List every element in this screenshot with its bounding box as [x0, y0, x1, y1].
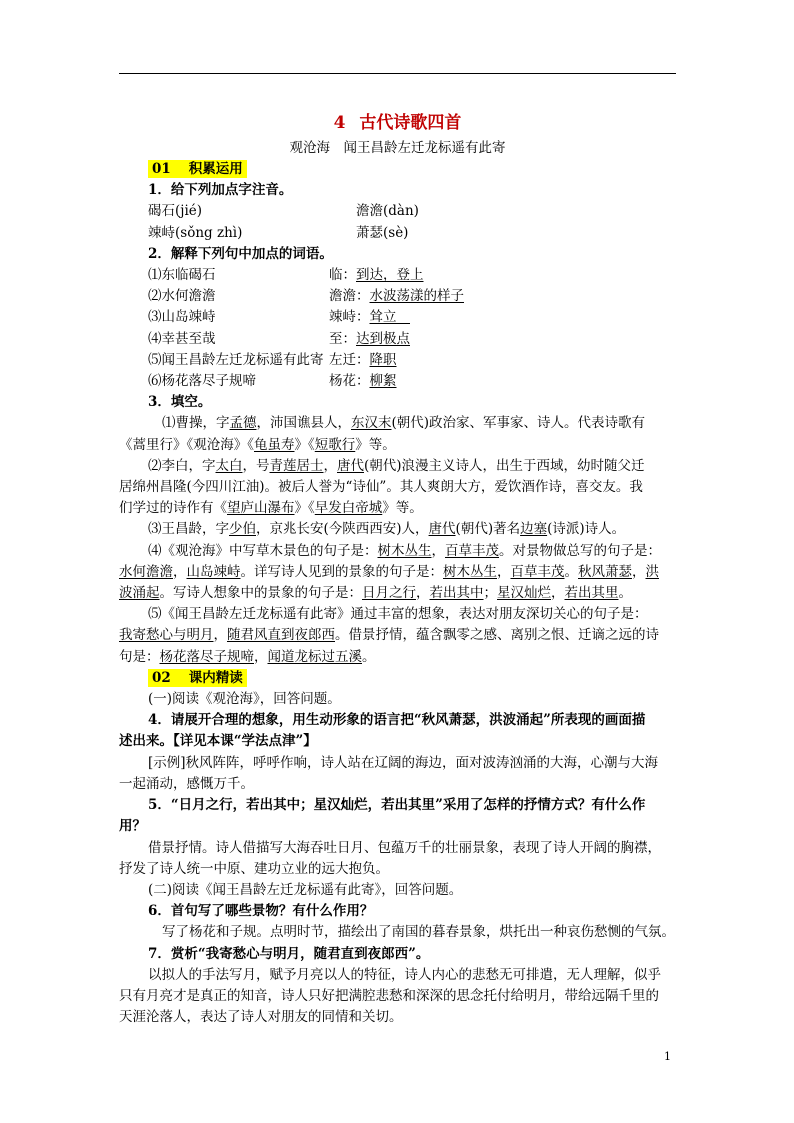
lesson-subtitle: 观沧海 闻王昌龄左迁龙标遥有此寄	[289, 140, 506, 156]
answer: 达到极点	[356, 330, 410, 347]
q2-row: ⑵水何澹澹 澹澹： 水波荡漾的样子	[119, 286, 676, 307]
q3-item-4: ⑷《观沧海》中写草木景色的句子是：树木丛生，百草丰茂。对景物做总写的句子是：	[148, 542, 661, 559]
lesson-title	[119, 108, 676, 133]
question-7-answer: 以拟人的手法写月，赋予月亮以人的特征，诗人内心的悲愁无可排遣，无人理解，似乎	[148, 966, 661, 983]
lesson-title-text: 古代诗歌四首	[359, 113, 462, 133]
question-7-answer-cont: 只有月亮才是真正的知音，诗人只好把满腔悲愁和深深的思念托付给明月，带给远隔千里的	[119, 987, 659, 1004]
question-6-answer: 写了杨花和子规。点明时节，描绘出了南国的暮春景象，烘托出一种哀伤愁恻的气氛。	[162, 924, 675, 941]
q3-item-2-cont: 居绵州昌隆(今四川江油)。被后人誉为“诗仙”。其人爽朗大方，爱饮酒作诗，喜交友。我	[119, 479, 643, 496]
answer: 到达，登上	[356, 267, 424, 284]
question-4-answer-cont: 一起涌动，感慨万千。	[119, 775, 254, 792]
q3-item-4-cont2: 波涌起。写诗人想象中的景象的句子是：日月之行，若出其中；星汉灿烂，若出其里。	[119, 585, 632, 602]
page-number: 1	[664, 1050, 671, 1063]
question-7-prompt: 7．赏析“我寄愁心与明月，随君直到夜郎西”。	[148, 945, 430, 962]
q3-item-5: ⑸《闻王昌龄左迁龙标遥有此寄》通过丰富的想象，表达对朋友深切关心的句子是：	[148, 606, 648, 623]
question-4-answer: [示例]秋风阵阵，呼呼作响，诗人站在辽阔的海边，面对波涛汹涌的大海，心潮与大海	[148, 754, 659, 771]
question-6-prompt: 6．首句写了哪些景物？有什么作用？	[148, 903, 374, 920]
q3-item-3: ⑶王昌龄，字少伯，京兆长安(今陕西西安)人，唐代(朝代)著名边塞(诗派)诗人。	[148, 521, 626, 538]
q1-row-2	[119, 223, 676, 244]
header-rule	[119, 73, 676, 74]
answer: 水波荡漾的样子	[369, 288, 464, 305]
lesson-number: 4	[333, 113, 346, 133]
q3-item-4-cont: 水何澹澹，山岛竦峙。详写诗人见到的景象的句子是：树木丛生，百草丰茂。秋风萧瑟，洪	[119, 563, 659, 580]
question-1-prompt: 1．给下列加点字注音。	[148, 182, 293, 199]
q3-item-1-cont: 《蒿里行》《观沧海》《龟虽寿》《短歌行》等。	[119, 436, 396, 453]
q3-item-2-cont2: 们学过的诗作有《望庐山瀑布》《早发白帝城》等。	[119, 500, 423, 517]
reading-2-heading: (二)阅读《闻王昌龄左迁龙标遥有此寄》，回答问题。	[148, 881, 463, 898]
q2-row: ⑶山岛竦峙 竦峙： 耸立	[119, 307, 676, 328]
question-2-prompt: 2．解释下列句中加点的词语。	[148, 245, 333, 262]
q2-row: ⑹杨花落尽子规啼 杨花： 柳絮	[119, 371, 676, 392]
answer: 降职	[369, 351, 397, 368]
question-5-answer: 借景抒情。诗人借描写大海吞吐日月、包蕴万千的壮丽景象，表现了诗人开阔的胸襟，	[148, 839, 661, 856]
q1-item: 碣石(jié)	[148, 203, 203, 220]
document-page	[119, 96, 676, 1028]
q1-item: 澹澹(dàn)	[356, 203, 419, 220]
q3-item-2: ⑵李白，字太白，号青莲居士，唐代(朝代)浪漫主义诗人，出生于西域，幼时随父迁	[148, 457, 645, 474]
section-heading-1: 01 积累运用	[148, 160, 247, 178]
question-4-prompt-cont: 述出来。【详见本课“学法点津”】	[119, 733, 317, 750]
q2-row: ⑴东临碣石 临： 到达，登上	[119, 265, 676, 286]
q1-item: 萧瑟(sè)	[356, 224, 409, 241]
answer: 耸立	[369, 309, 410, 326]
q2-row: ⑸闻王昌龄左迁龙标遥有此寄 左迁： 降职	[119, 350, 676, 371]
q3-item-5-cont: 我寄愁心与明月，随君风直到夜郎西。借景抒情，蕴含飘零之感、离别之恨、迁谪之远的诗	[119, 627, 659, 644]
q2-row: ⑷幸甚至哉 至： 达到极点	[119, 329, 676, 350]
question-4-prompt: 4．请展开合理的想象，用生动形象的语言把“秋风萧瑟，洪波涌起”所表现的画面描	[148, 712, 646, 729]
question-5-prompt: 5．“日月之行，若出其中；星汉灿烂，若出其里”采用了怎样的抒情方式？有什么作	[148, 797, 646, 814]
question-7-answer-cont2: 天涯沦落人，表达了诗人对朋友的同情和关切。	[119, 1009, 403, 1026]
q3-item-5-cont2: 句是：杨花落尽子规啼，闻道龙标过五溪。	[119, 648, 376, 665]
q1-row-1	[119, 201, 676, 222]
reading-1-heading: (一)阅读《观沧海》，回答问题。	[148, 691, 341, 708]
question-5-prompt-cont: 用？	[119, 818, 146, 835]
answer: 柳絮	[369, 373, 397, 390]
q1-item: 竦峙(sǒng zhì)	[148, 224, 243, 241]
section-heading-2: 02 课内精读	[148, 669, 247, 687]
q3-item-1: ⑴曹操，字孟德，沛国谯县人，东汉末(朝代)政治家、军事家、诗人。代表诗歌有	[162, 415, 646, 432]
question-3-prompt: 3．填空。	[148, 394, 212, 411]
question-5-answer-cont: 抒发了诗人统一中原、建功立业的远大抱负。	[119, 860, 389, 877]
